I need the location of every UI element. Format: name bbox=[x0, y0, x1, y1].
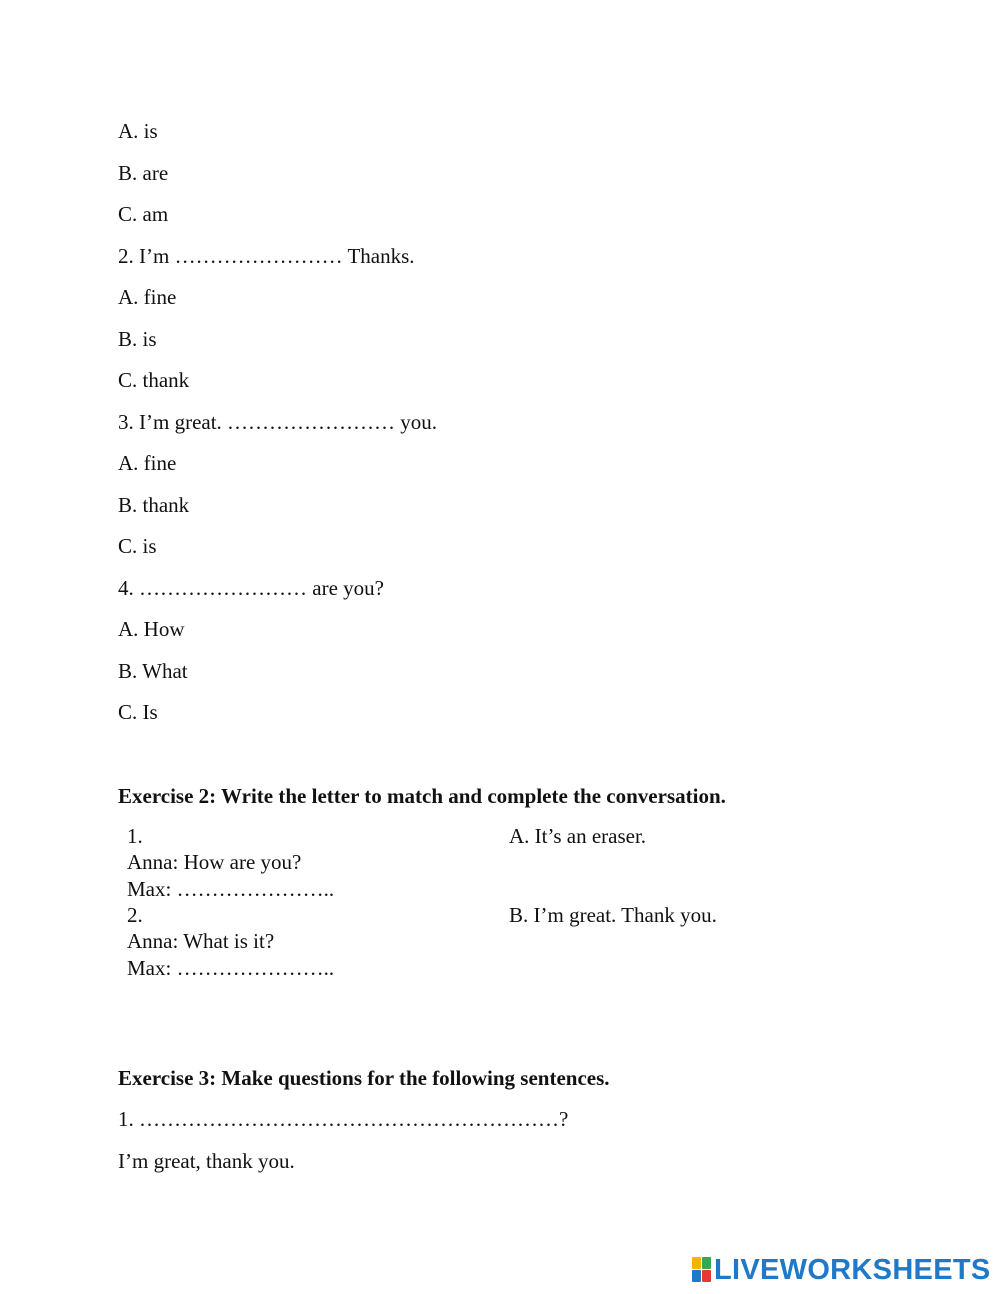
liveworksheets-logo bbox=[692, 1253, 991, 1287]
match-right-option: B. I’m great. Thank you. bbox=[509, 903, 717, 927]
match-left-line: Anna: How are you? bbox=[127, 850, 302, 874]
q3-option-a: A. fine bbox=[118, 451, 177, 475]
q1-option-a: A. is bbox=[118, 119, 158, 143]
exercise-3-heading: Exercise 3: Make questions for the following sentences. bbox=[118, 1066, 610, 1090]
q2-option-c: C. thank bbox=[118, 368, 190, 392]
match-left-number: 1. bbox=[127, 824, 143, 848]
q2-option-b: B. is bbox=[118, 327, 157, 351]
exercise-3-question-1: 1. ……………………………………………………? bbox=[118, 1107, 569, 1131]
match-left-line: Max: ………………….. bbox=[127, 877, 335, 901]
q4-option-c: C. Is bbox=[118, 700, 158, 724]
q4-option-a: A. How bbox=[118, 617, 185, 641]
logo-text: LIVEWORKSHEETS bbox=[714, 1253, 991, 1286]
q1-option-c: C. am bbox=[118, 202, 169, 226]
question-3: 3. I’m great. …………………… you. bbox=[118, 410, 438, 434]
logo-blocks-icon bbox=[692, 1257, 712, 1283]
match-left-number: 2. bbox=[127, 903, 143, 927]
q3-option-b: B. thank bbox=[118, 493, 190, 517]
match-right-option: A. It’s an eraser. bbox=[509, 824, 647, 848]
q1-option-b: B. are bbox=[118, 161, 169, 185]
q4-option-b: B. What bbox=[118, 659, 188, 683]
q2-option-a: A. fine bbox=[118, 285, 177, 309]
question-4: 4. …………………… are you? bbox=[118, 576, 384, 600]
q3-option-c: C. is bbox=[118, 534, 157, 558]
exercise-2-heading: Exercise 2: Write the letter to match and complete the conversation. bbox=[118, 784, 726, 808]
match-left-line: Anna: What is it? bbox=[127, 929, 275, 953]
question-2: 2. I’m …………………… Thanks. bbox=[118, 244, 415, 268]
exercise-3-answer-1: I’m great, thank you. bbox=[118, 1149, 295, 1173]
match-left-line: Max: ………………….. bbox=[127, 956, 335, 980]
